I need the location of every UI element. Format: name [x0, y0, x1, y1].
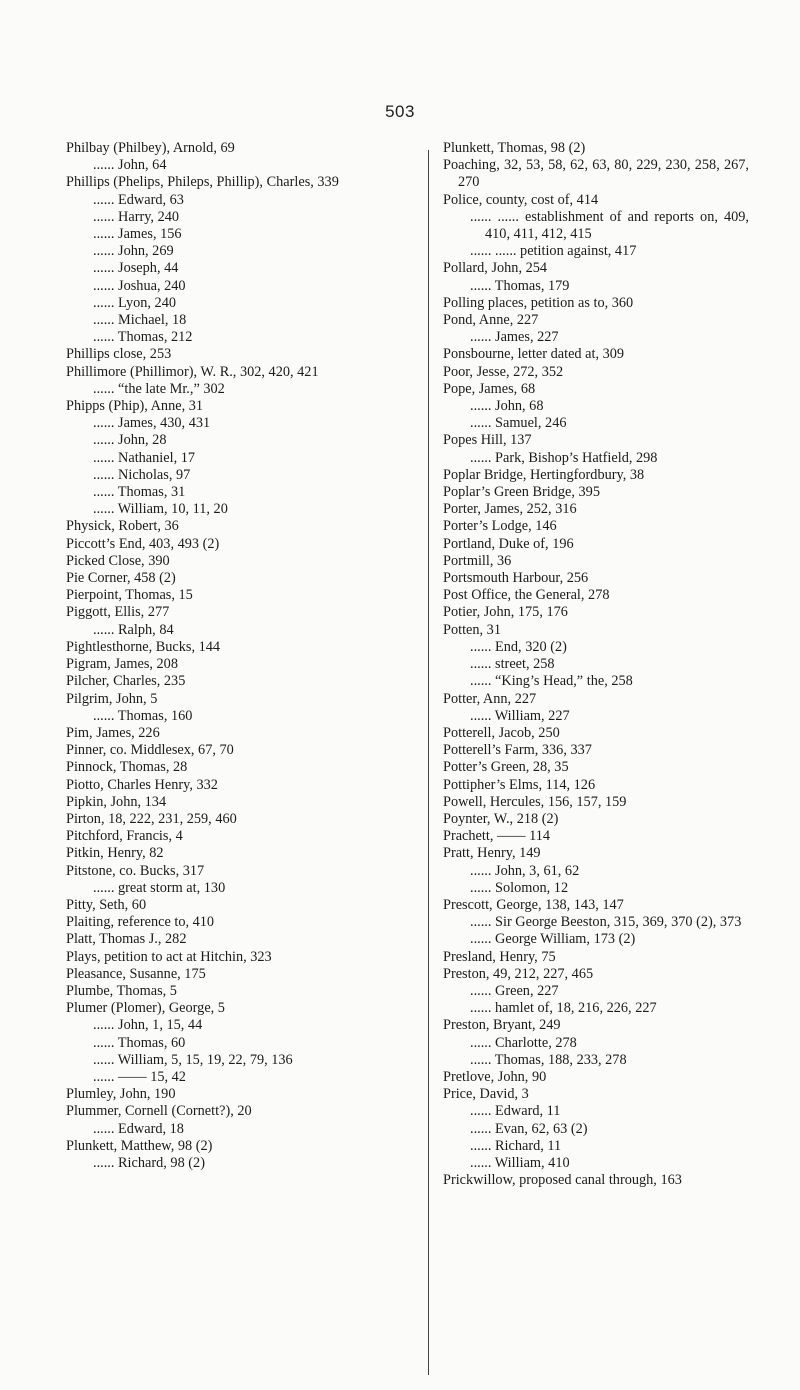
index-entry: ...... William, 10, 11, 20: [93, 501, 228, 518]
index-entry: Prachett, —— 114: [443, 828, 551, 845]
index-entry: Porter’s Lodge, 146: [443, 518, 557, 535]
index-entry: Phillimore (Phillimor), W. R., 302, 420, 421: [66, 363, 319, 380]
index-entry: Prickwillow, proposed canal through, 163: [443, 1172, 682, 1189]
index-entry: Pitkin, Henry, 82: [66, 845, 164, 862]
index-entry: ...... John, 1, 15, 44: [93, 1017, 203, 1034]
index-entry: ...... Thomas, 179: [470, 277, 570, 294]
index-entry: Polling places, petition as to, 360: [443, 294, 634, 311]
index-entry: Poor, Jesse, 272, 352: [443, 363, 564, 380]
index-entry: ...... “King’s Head,” the, 258: [470, 673, 633, 690]
index-entry: ...... Thomas, 31: [93, 484, 186, 501]
index-entry: ...... Green, 227: [470, 982, 559, 999]
index-entry: Piggott, Ellis, 277: [66, 604, 170, 621]
index-entry: ...... Samuel, 246: [470, 415, 567, 432]
index-entry: Pleasance, Susanne, 175: [66, 965, 206, 982]
index-entry: ...... Lyon, 240: [93, 294, 177, 311]
index-entry: Pitstone, co. Bucks, 317: [66, 862, 205, 879]
index-entry: ...... Edward, 63: [93, 191, 184, 208]
index-entry: Platt, Thomas J., 282: [66, 931, 187, 948]
index-entry: ...... Charlotte, 278: [470, 1034, 577, 1051]
index-entry: Pightlesthorne, Bucks, 144: [66, 638, 221, 655]
index-entry: Price, David, 3: [443, 1086, 529, 1103]
index-entry: ...... Evan, 62, 63 (2): [470, 1120, 588, 1137]
index-entry: Pim, James, 226: [66, 724, 160, 741]
index-entry: Portmill, 36: [443, 552, 512, 569]
index-entry: Post Office, the General, 278: [443, 587, 610, 604]
index-entry: ...... John, 3, 61, 62: [470, 862, 580, 879]
index-entry: ...... John, 28: [93, 432, 167, 449]
index-entry: Pie Corner, 458 (2): [66, 570, 176, 587]
index-entry: ...... Edward, 11: [470, 1103, 561, 1120]
index-entry: ...... great storm at, 130: [93, 879, 226, 896]
index-entry: ...... James, 156: [93, 226, 182, 243]
index-entry: ...... Sir George Beeston, 315, 369, 370 (2), 373: [470, 914, 742, 931]
index-entry: Picked Close, 390: [66, 552, 170, 569]
index-entry: Plunkett, Matthew, 98 (2): [66, 1137, 213, 1154]
index-entry: Plaiting, reference to, 410: [66, 914, 215, 931]
index-entry: Plummer, Cornell (Cornett?), 20: [66, 1103, 252, 1120]
index-entry: Potterell’s Farm, 336, 337: [443, 742, 592, 759]
index-entry: Piotto, Charles Henry, 332: [66, 776, 218, 793]
index-entry: Phillips close, 253: [66, 346, 172, 363]
index-entry: ...... hamlet of, 18, 216, 226, 227: [470, 1000, 657, 1017]
index-entry: ...... Nicholas, 97: [93, 466, 191, 483]
index-entry: ...... ...... establishment of and reports on, 409, 410, 411, 412, 415: [470, 208, 749, 243]
index-entry: Portsmouth Harbour, 256: [443, 570, 589, 587]
index-entry: Preston, Bryant, 249: [443, 1017, 561, 1034]
index-entry: ...... John, 68: [470, 398, 544, 415]
index-entry: ...... End, 320 (2): [470, 638, 567, 655]
index-entry: ...... street, 258: [470, 656, 555, 673]
index-entry: Presland, Henry, 75: [443, 948, 556, 965]
index-entry: Poplar Bridge, Hertingfordbury, 38: [443, 466, 645, 483]
index-entry: ...... Joshua, 240: [93, 277, 186, 294]
index-entry: Phipps (Phip), Anne, 31: [66, 398, 204, 415]
index-entry: Pitty, Seth, 60: [66, 896, 147, 913]
index-entry: Plays, petition to act at Hitchin, 323: [66, 948, 272, 965]
index-entry: Pitchford, Francis, 4: [66, 828, 183, 845]
index-entry: Porter, James, 252, 316: [443, 501, 577, 518]
index-entry: ...... William, 410: [470, 1154, 570, 1171]
index-entry: Potier, John, 175, 176: [443, 604, 568, 621]
index-entry: Philbay (Philbey), Arnold, 69: [66, 140, 235, 156]
index-entry: ...... —— 15, 42: [93, 1068, 186, 1085]
index-entry: Plumer (Plomer), George, 5: [66, 1000, 225, 1017]
index-entry: Pilcher, Charles, 235: [66, 673, 186, 690]
index-entry: ...... Solomon, 12: [470, 879, 569, 896]
index-entry: ...... William, 227: [470, 707, 570, 724]
index-entry: Pinnock, Thomas, 28: [66, 759, 188, 776]
index-entry: ...... Richard, 98 (2): [93, 1154, 205, 1171]
index-entry: ...... William, 5, 15, 19, 22, 79, 136: [93, 1051, 293, 1068]
index-entry: Pretlove, John, 90: [443, 1068, 547, 1085]
index-entry: Potter, Ann, 227: [443, 690, 537, 707]
index-entry: Poynter, W., 218 (2): [443, 810, 559, 827]
index-entry: ...... George William, 173 (2): [470, 931, 636, 948]
index-entry: Portland, Duke of, 196: [443, 535, 574, 552]
index-entry: Plunkett, Thomas, 98 (2): [443, 140, 586, 156]
index-entry: ...... Thomas, 188, 233, 278: [470, 1051, 627, 1068]
index-entry: Pollard, John, 254: [443, 260, 548, 277]
index-entry: Pope, James, 68: [443, 380, 536, 397]
page-number: 503: [385, 102, 415, 121]
index-entry: Pipkin, John, 134: [66, 793, 167, 810]
index-entry: Pond, Anne, 227: [443, 312, 539, 329]
index-entry: ...... Michael, 18: [93, 312, 187, 329]
index-entry: Popes Hill, 137: [443, 432, 532, 449]
index-entry: ...... ...... petition against, 417: [470, 243, 637, 260]
index-entry: ...... James, 430, 431: [93, 415, 211, 432]
index-entry: Poaching, 32, 53, 58, 62, 63, 80, 229, 230, 258, 267, 270: [443, 157, 749, 191]
index-entry: Pigram, James, 208: [66, 656, 178, 673]
index-entry: Pierpoint, Thomas, 15: [66, 587, 193, 604]
index-entry: ...... Harry, 240: [93, 208, 180, 225]
index-entry: ...... Edward, 18: [93, 1120, 184, 1137]
index-entry: Pratt, Henry, 149: [443, 845, 541, 862]
index-entry: Phillips (Phelips, Phileps, Phillip), Charles, 339: [66, 174, 339, 191]
index-entry: Potten, 31: [443, 621, 501, 638]
index-entry: Pottipher’s Elms, 114, 126: [443, 776, 596, 793]
index-entry: ...... John, 64: [93, 157, 167, 174]
index-entry: Potter’s Green, 28, 35: [443, 759, 569, 776]
index-entry: Plumley, John, 190: [66, 1086, 176, 1103]
index-entry: Potterell, Jacob, 250: [443, 724, 560, 741]
index-entry: ...... Thomas, 60: [93, 1034, 186, 1051]
index-entry: ...... Joseph, 44: [93, 260, 179, 277]
index-entry: ...... John, 269: [93, 243, 174, 260]
index-entry: Plumbe, Thomas, 5: [66, 982, 177, 999]
index-entry: ...... Thomas, 160: [93, 707, 193, 724]
index-entry: ...... James, 227: [470, 329, 559, 346]
index-entry: ...... Richard, 11: [470, 1137, 562, 1154]
index-entry: ...... Park, Bishop’s Hatfield, 298: [470, 449, 658, 466]
index-entry: ...... Thomas, 212: [93, 329, 193, 346]
index-column-right: [443, 140, 749, 1189]
index-entry: Powell, Hercules, 156, 157, 159: [443, 793, 627, 810]
index-entry: Police, county, cost of, 414: [443, 191, 599, 208]
index-entry: Preston, 49, 212, 227, 465: [443, 965, 594, 982]
index-entry: Pirton, 18, 222, 231, 259, 460: [66, 810, 237, 827]
index-entry: Piccott’s End, 403, 493 (2): [66, 535, 220, 552]
index-entry: Pilgrim, John, 5: [66, 690, 158, 707]
index-entry: Physick, Robert, 36: [66, 518, 179, 535]
index-entry: ...... “the late Mr.,” 302: [93, 380, 225, 397]
index-entry: Pinner, co. Middlesex, 67, 70: [66, 742, 234, 759]
index-entry: Prescott, George, 138, 143, 147: [443, 896, 624, 913]
column-divider: [428, 150, 429, 1375]
index-entry: ...... Nathaniel, 17: [93, 449, 196, 466]
index-entry: ...... Ralph, 84: [93, 621, 174, 638]
index-entry: Poplar’s Green Bridge, 395: [443, 484, 600, 501]
index-column-left: [66, 140, 384, 1172]
index-entry: Ponsbourne, letter dated at, 309: [443, 346, 625, 363]
